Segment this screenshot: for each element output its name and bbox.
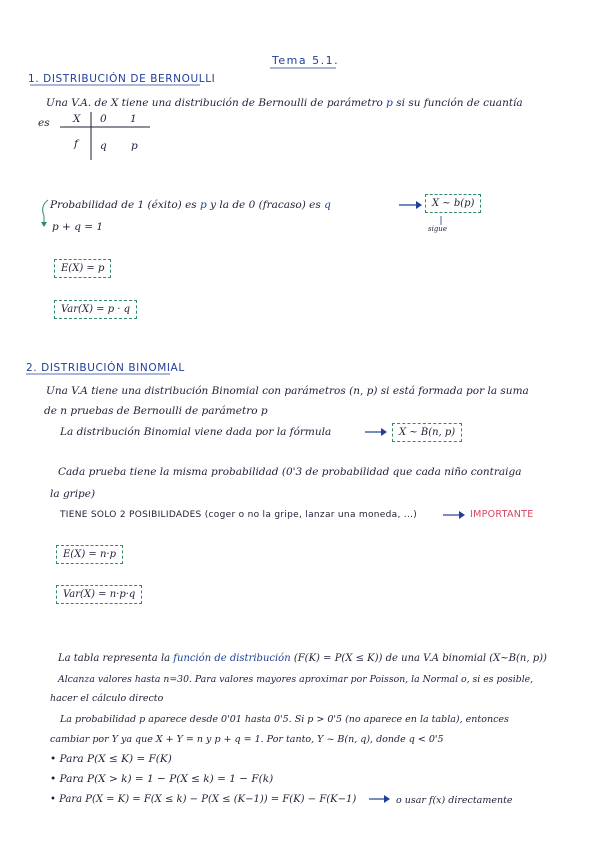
table-cell-q: q (100, 140, 107, 152)
table-desc-a: La tabla representa la (58, 653, 171, 664)
table-cell-p: p (131, 140, 138, 152)
page-title: Tema 5.1. (272, 54, 340, 67)
only2-text: TIENE SOLO 2 POSIBILIDADES (coger o no la gripe, lanzar una moneda, ...) (60, 510, 418, 520)
range-note-line2: hacer el cálculo directo (50, 693, 164, 704)
table-desc-b: función de distribución (173, 653, 291, 664)
notation-note: sigue (428, 225, 447, 233)
table-description (58, 652, 547, 665)
binomial-line2: de n pruebas de Bernoulli de parámetro p (44, 405, 268, 417)
sum-formula: p + q = 1 (52, 221, 104, 233)
bernoulli-variance-box: Var(X) = p · q (54, 300, 137, 319)
bullet-3-tail: o usar f(x) directamente (396, 795, 513, 806)
bernoulli-notation-box: X ~ b(p) (425, 194, 481, 213)
binomial-line1: Una V.A tiene una distribución Binomial con parámetros (n, p) si está formada por la suma (46, 385, 529, 397)
bullet-1-text: Para P(X ≤ K) = F(K) (59, 753, 172, 765)
prob-range-line2: cambiar por Y ya que X + Y = n y p + q = 1. Por tanto, Y ~ B(n, q), donde q < 0'5 (50, 734, 444, 745)
bullet-3-text: Para P(X = K) = F(X ≤ k) − P(X ≤ (K−1)) = F(K) − F(K−1) (59, 794, 357, 805)
intro-text-a: Una V.A. de X tiene una distribución de Bernoulli de parámetro (46, 97, 383, 109)
range-note-line1: Alcanza valores hasta n=30. Para valores mayores aproximar por Poisson, la Normal o, si es posible, (58, 674, 534, 685)
intro-param-p: p (386, 97, 393, 109)
table-desc-c: (F(K) = P(X ≤ K)) de una V.A binomial (X~B(n, p)) (293, 653, 547, 664)
prob-p: p (200, 199, 207, 211)
prob-text-a: Probabilidad de 1 (éxito) es (50, 199, 197, 211)
section1-heading: 1. DISTRIBUCIÓN DE BERNOULLI (28, 73, 216, 85)
bullet-2: • Para P(X > k) = 1 − P(X ≤ k) = 1 − F(k) (50, 773, 274, 785)
table-cell-0: 0 (100, 113, 107, 125)
prob-line (50, 199, 331, 212)
intro-text-c: es (38, 117, 50, 129)
important-label: IMPORTANTE (470, 509, 534, 520)
table-cell-f: f (74, 138, 78, 150)
bernoulli-expectation-box: E(X) = p (54, 259, 111, 278)
section2-heading: 2. DISTRIBUCIÓN BINOMIAL (26, 362, 185, 374)
binomial-expectation-box: E(X) = n·p (56, 545, 123, 564)
binomial-prob-line2: la gripe) (50, 488, 96, 500)
binomial-only2 (60, 508, 417, 522)
bullet-2-text: Para P(X > k) = 1 − P(X ≤ k) = 1 − F(k) (59, 773, 274, 785)
intro-text-b: si su función de cuantía (396, 97, 523, 109)
binomial-variance-box: Var(X) = n·p·q (56, 585, 142, 604)
bullet-3: • Para P(X = K) = F(X ≤ k) − P(X ≤ (K−1)) = F(K) − F(K−1) (50, 794, 357, 805)
table-cell-1: 1 (130, 113, 137, 125)
binomial-prob-line1: Cada prueba tiene la misma probabilidad (0'3 de probabilidad que cada niño contraiga (58, 466, 522, 478)
table-cell-x: X (73, 113, 81, 125)
prob-q: q (324, 199, 331, 211)
section1-intro (46, 97, 523, 110)
prob-text-b: y la de 0 (fracaso) es (210, 199, 321, 211)
bullet-1: • Para P(X ≤ K) = F(K) (50, 753, 172, 765)
binomial-formula-intro: La distribución Binomial viene dada por la fórmula (60, 426, 332, 438)
binomial-notation-box: X ~ B(n, p) (392, 423, 462, 442)
prob-range-line1: La probabilidad p aparece desde 0'01 hasta 0'5. Si p > 0'5 (no aparece en la tabla), entonces (60, 714, 509, 725)
